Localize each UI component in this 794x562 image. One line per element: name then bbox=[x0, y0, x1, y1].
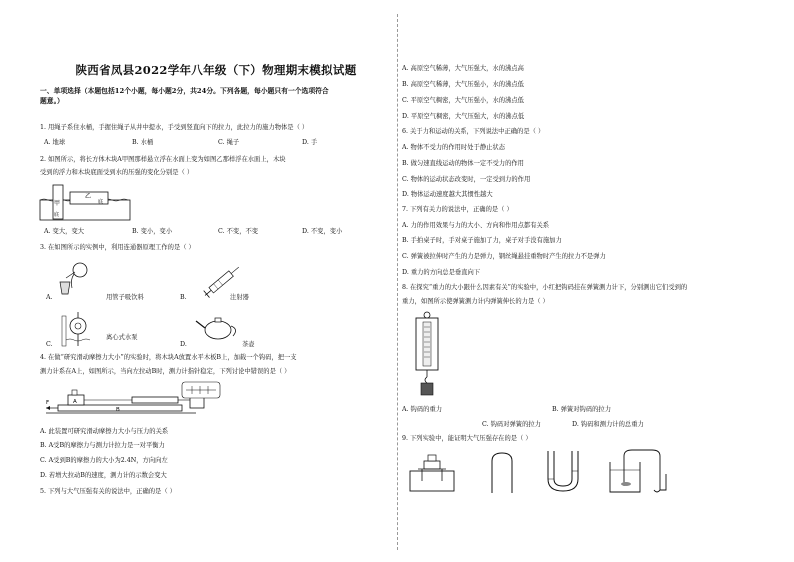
q3-caption-b: 注射器 bbox=[230, 294, 249, 301]
q9-figure-d bbox=[608, 448, 678, 496]
q3-stem: 3. 在如图所示的实例中，利用连通器原理工作的是（ ） bbox=[40, 244, 195, 251]
q3-label-c: C. bbox=[46, 341, 53, 348]
q5-option-c: C. 平原空气稠密，大气压强小，水的沸点低 bbox=[402, 97, 524, 104]
q8-option-d: D. 钩码和测力计的总重力 bbox=[572, 421, 644, 428]
q6-option-a: A. 物体不受力的作用时处于静止状态 bbox=[402, 144, 506, 151]
q4-option-c: C. A受到B的摩擦力的大小为2.4N，方向向左 bbox=[40, 457, 168, 464]
q2-option-b: B. 变小，变小 bbox=[132, 228, 173, 235]
q8-option-a: A. 钩码的重力 bbox=[402, 406, 443, 413]
q4-option-d: D. 若增大拉动B的速度，测力计的示数会变大 bbox=[40, 472, 167, 479]
q4-option-b: B. A受B的摩擦力与测力计拉力是一对平衡力 bbox=[40, 442, 165, 449]
q4-fig-label-b: B bbox=[116, 407, 120, 413]
q2-stem: 2. 如图所示，将长方体木块A甲图那样悬立浮在水面上变为如图乙那样浮在水面上，木块 bbox=[40, 156, 286, 163]
teapot-figure bbox=[196, 314, 240, 340]
q6-option-d: D. 物体运动速度越大其惯性越大 bbox=[402, 191, 493, 198]
q2-option-c: C. 不变，不变 bbox=[218, 228, 259, 235]
q4-friction-figure bbox=[46, 382, 226, 416]
q9-figure-c bbox=[542, 449, 584, 495]
q2-fig-label-di1: 底 bbox=[54, 212, 60, 218]
q6-stem: 6. 关于力和运动的关系，下列说法中正确的是（ ） bbox=[402, 128, 545, 135]
q3-caption-a: 用管子吸饮料 bbox=[106, 294, 144, 301]
section-heading: 一、单项选择（本题包括12个小题，每小题2分，共24分。下列各题，每小题只有一个选项符合 bbox=[40, 87, 329, 95]
q6-option-c: C. 物体的运动状态改变时，一定受到力的作用 bbox=[402, 176, 531, 183]
section-heading-cont: 题意。） bbox=[40, 97, 64, 105]
q3-label-d: D. bbox=[180, 341, 187, 348]
drinking-straw-figure bbox=[56, 258, 96, 298]
q8-option-b: B. 弹簧对钩码的拉力 bbox=[552, 406, 612, 413]
q9-figure-b bbox=[488, 451, 516, 495]
page-title: 陕西省凤县2022学年八年级（下）物理期末模拟试题 bbox=[75, 63, 357, 77]
q2-fig-label-jia: 甲 bbox=[54, 200, 61, 207]
q3-label-b: B. bbox=[180, 294, 187, 301]
q6-option-b: B. 做匀速直线运动的物体一定不受力的作用 bbox=[402, 160, 524, 167]
q9-figure-a bbox=[408, 451, 456, 493]
q2-stem-cont: 受到的浮力和木块底面受到水的压强的变化分别是（ ） bbox=[40, 169, 194, 176]
q4-fig-label-f: F bbox=[46, 400, 50, 406]
q2-option-a: A. 变大，变大 bbox=[44, 228, 85, 235]
q7-option-b: B. 手拍桌子时，手对桌子施加了力，桌子对手没有施加力 bbox=[402, 237, 562, 244]
q3-caption-c: 离心式水泵 bbox=[106, 334, 138, 341]
spring-scale-figure bbox=[412, 311, 442, 397]
q2-fig-label-di2: 底 bbox=[98, 199, 104, 205]
q2-fig-label-yi: 乙 bbox=[85, 193, 92, 200]
q8-option-c: C. 钩码对弹簧的拉力 bbox=[482, 421, 541, 428]
q4-stem: 4. 在做“研究滑动摩擦力大小”的实验时，将木块A放置水平木板B上，加载一个钩码，把一支 bbox=[40, 354, 297, 361]
q8-stem: 8. 在探究“重力的大小跟什么因素有关”的实验中，小红把钩码挂在弹簧测力计下，分别测出它们受到的 bbox=[402, 284, 688, 291]
q9-stem: 9. 下列实验中，能证明大气压强存在的是（ ） bbox=[402, 435, 532, 442]
q1-option-a: A. 地球 bbox=[44, 139, 66, 146]
q4-option-a: A. 此装置可研究滑动摩擦力大小与压力的关系 bbox=[40, 428, 169, 435]
q1-option-b: B. 水桶 bbox=[132, 139, 154, 146]
q2-option-d: D. 不变，变小 bbox=[302, 228, 343, 235]
q2-figure bbox=[40, 182, 132, 222]
q3-label-a: A. bbox=[46, 294, 53, 301]
q5-stem: 5. 下列与大气压强有关的说法中，正确的是（ ） bbox=[40, 488, 176, 495]
q5-option-b: B. 高原空气稀薄，大气压强小，水的沸点低 bbox=[402, 81, 524, 88]
q1-option-c: C. 绳子 bbox=[218, 139, 240, 146]
q7-stem: 7. 下列有关力的说法中，正确的是（ ） bbox=[402, 206, 513, 213]
q4-stem-cont: 测力计系在A上，如图所示，当向左拉动B时，测力计指针稳定，下列讨论中错误的是（ ） bbox=[40, 368, 291, 375]
q7-option-a: A. 力的作用效果与力的大小、方向和作用点都有关系 bbox=[402, 222, 550, 229]
q8-stem-cont: 重力，如图所示使弹簧测力计内弹簧伸长的力是（ ） bbox=[402, 298, 549, 305]
q1-stem: 1. 用绳子系住水桶，手握住绳子从井中提水，手受到竖直向下的拉力，此拉力的施力物体是（ ） bbox=[40, 124, 309, 131]
q4-fig-label-a: A bbox=[73, 399, 77, 405]
q1-option-d: D. 手 bbox=[302, 139, 318, 146]
column-divider bbox=[397, 14, 398, 550]
q3-caption-d: 茶壶 bbox=[242, 341, 255, 348]
right-column bbox=[402, 0, 757, 562]
q7-option-d: D. 重力的方向总是垂直向下 bbox=[402, 269, 481, 276]
q5-option-a: A. 高原空气稀薄，大气压强大，水的沸点高 bbox=[402, 65, 524, 72]
left-column bbox=[40, 0, 392, 562]
centrifugal-pump-figure bbox=[60, 312, 100, 346]
q7-option-c: C. 弹簧被拉伸时产生的力是弹力，钢丝绳悬挂重物时产生的拉力不是弹力 bbox=[402, 253, 606, 260]
q5-option-d: D. 平原空气稠密，大气压强大，水的沸点低 bbox=[402, 113, 525, 120]
